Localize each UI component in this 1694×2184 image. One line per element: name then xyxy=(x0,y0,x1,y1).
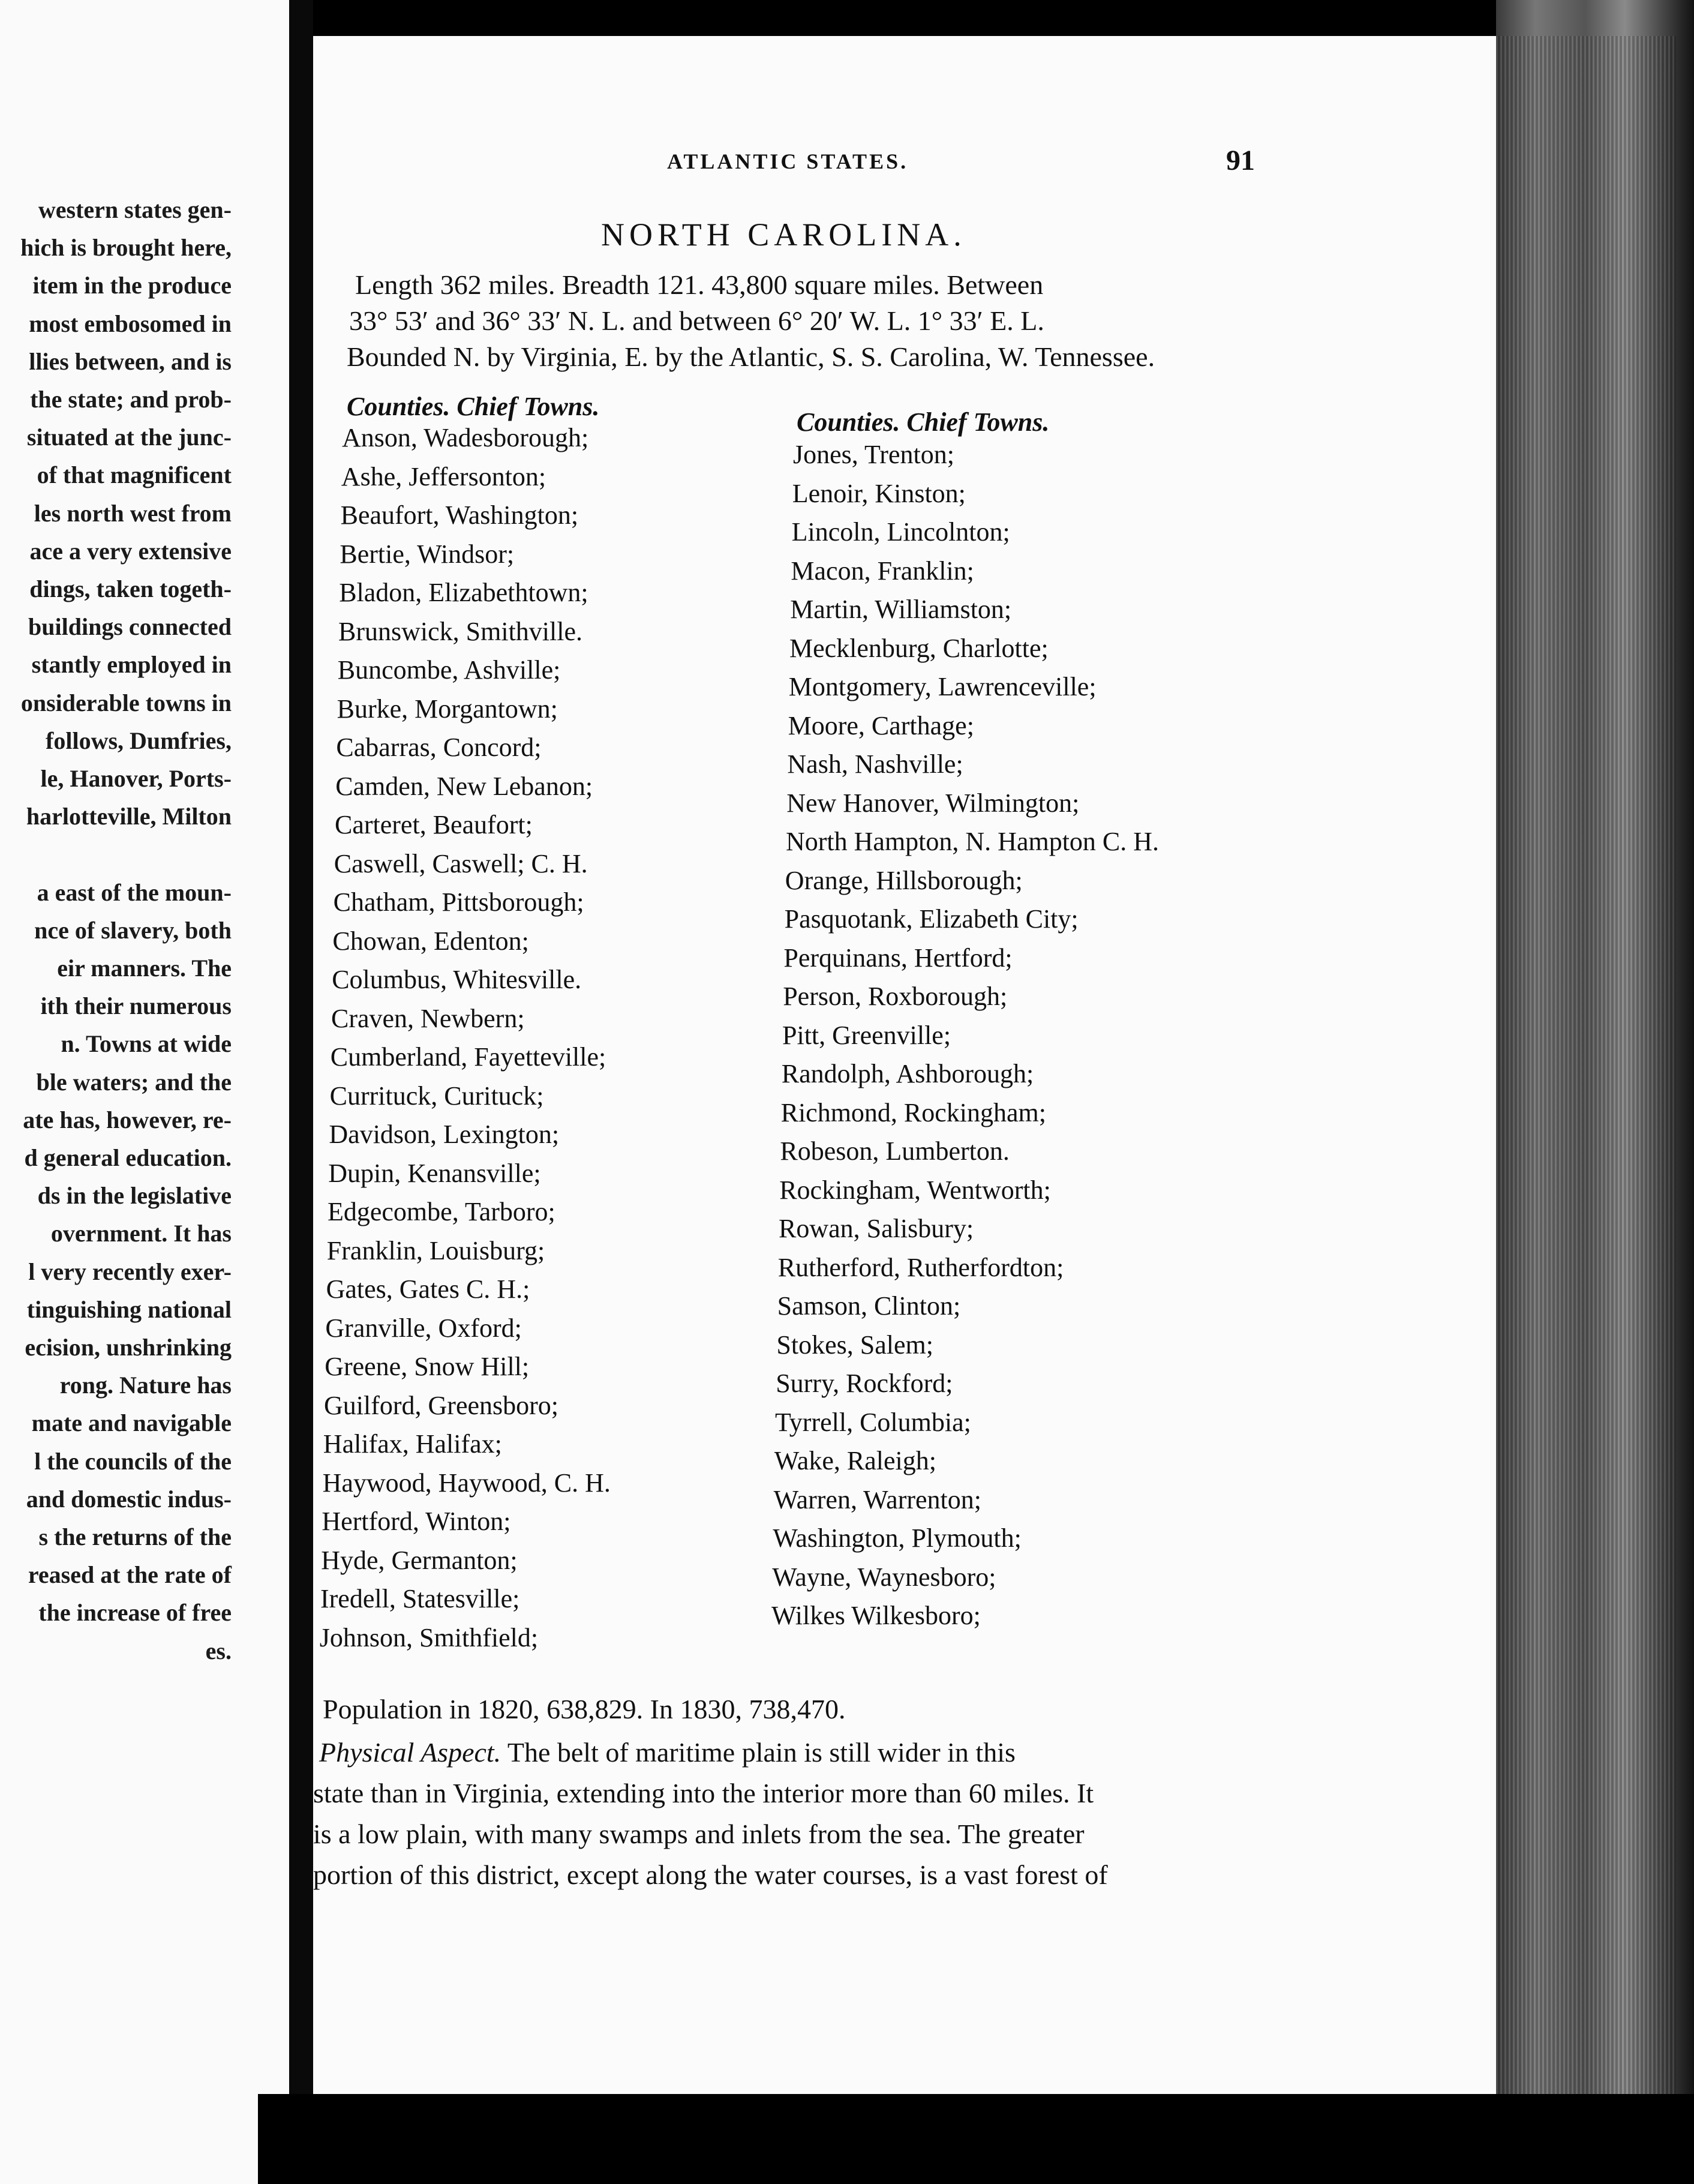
county-entry: Moore, Carthage; xyxy=(788,710,974,740)
left-page-line: overnment. It has xyxy=(50,1220,232,1247)
physical-aspect-line-1 xyxy=(319,1739,1016,1766)
county-entry: Rutherford, Rutherfordton; xyxy=(777,1252,1064,1282)
page-91 xyxy=(313,36,1496,2094)
county-entry: Rowan, Salisbury; xyxy=(779,1214,974,1243)
intro-line-1: Length 362 miles. Breadth 121. 43,800 square miles. Between xyxy=(355,269,1044,300)
physical-aspect-text: The belt of maritime plain is still wider in this xyxy=(507,1737,1016,1768)
left-page-line: situated at the junc- xyxy=(26,424,232,451)
book-gutter xyxy=(289,0,313,2184)
county-entry: Wayne, Waynesboro; xyxy=(772,1562,996,1592)
stacked-page-edges xyxy=(1496,36,1676,2094)
left-page-line: hich is brought here, xyxy=(20,234,232,262)
county-entry: Robeson, Lumberton. xyxy=(780,1136,1010,1166)
left-page-line: ith their numerous xyxy=(40,992,232,1020)
left-page-fragment xyxy=(0,0,289,2184)
county-entry: Pitt, Greenville; xyxy=(782,1020,951,1050)
county-entry: Stokes, Salem; xyxy=(776,1330,933,1360)
left-page-line: mate and navigable xyxy=(31,1409,232,1437)
county-entry: Brunswick, Smithville. xyxy=(338,616,582,646)
county-entry: Hyde, Germanton; xyxy=(321,1545,518,1575)
county-entry: Franklin, Louisburg; xyxy=(326,1235,545,1265)
intro-line-3: Bounded N. by Virginia, E. by the Atlantic, S. S. Carolina, W. Tennessee. xyxy=(347,341,1155,372)
county-entry: Martin, Williamston; xyxy=(790,595,1012,624)
left-page-line: reased at the rate of xyxy=(28,1561,232,1589)
left-page-line: of that magnificent xyxy=(37,461,232,489)
county-entry: Caswell, Caswell; C. H. xyxy=(334,848,588,878)
county-entry: Washington, Plymouth; xyxy=(773,1523,1022,1553)
county-entry: Lincoln, Lincolnton; xyxy=(791,517,1010,547)
population-line: Population in 1820, 638,829. In 1830, 738,470. xyxy=(323,1694,846,1724)
left-page-line: n. Towns at wide xyxy=(61,1030,232,1058)
county-entry: Johnson, Smithfield; xyxy=(319,1622,539,1652)
county-entry: Currituck, Curituck; xyxy=(329,1081,544,1111)
county-entry: Jones, Trenton; xyxy=(793,440,954,469)
county-entry: Columbus, Whitesville. xyxy=(332,965,582,994)
left-page-line: the increase of free xyxy=(38,1599,232,1627)
left-page-line: most embosomed in xyxy=(29,310,232,337)
physical-aspect-line-2: state than in Virginia, extending into the interior more than 60 miles. It xyxy=(313,1778,1094,1808)
county-entry: Orange, Hillsborough; xyxy=(785,865,1023,895)
county-entry: Hertford, Winton; xyxy=(322,1507,511,1536)
county-entry: Beaufort, Washington; xyxy=(340,500,579,530)
county-entry: Surry, Rockford; xyxy=(776,1369,953,1398)
left-page-line: nce of slavery, both xyxy=(34,916,232,944)
left-page-line: rong. Nature has xyxy=(59,1372,232,1399)
county-entry: North Hampton, N. Hampton C. H. xyxy=(786,827,1160,856)
county-entry: Anson, Wadesborough; xyxy=(342,423,589,452)
county-entry: Tyrrell, Columbia; xyxy=(775,1407,971,1437)
left-page-line: follows, Dumfries, xyxy=(46,727,232,754)
county-entry: Camden, New Lebanon; xyxy=(335,771,593,801)
county-entry: Granville, Oxford; xyxy=(325,1313,522,1343)
county-entry: Montgomery, Lawrenceville; xyxy=(788,672,1097,701)
county-entry: Halifax, Halifax; xyxy=(323,1429,502,1459)
county-entry: Pasquotank, Elizabeth City; xyxy=(784,904,1079,934)
left-page-line: llies between, and is xyxy=(29,347,232,375)
left-page-line: es. xyxy=(205,1637,232,1664)
left-page-line: ble waters; and the xyxy=(36,1068,232,1096)
left-page-line: item in the produce xyxy=(32,272,232,299)
county-entry: Chatham, Pittsborough; xyxy=(333,887,584,917)
county-entry: Cumberland, Fayetteville; xyxy=(330,1042,606,1072)
county-entry: Buncombe, Ashville; xyxy=(337,655,561,685)
county-entry: Ashe, Jeffersonton; xyxy=(341,461,546,491)
left-page-line: eir manners. The xyxy=(57,955,232,982)
column-header-left: Counties. Chief Towns. xyxy=(347,392,600,421)
left-page-line: l very recently exer- xyxy=(28,1258,232,1285)
left-page-line: buildings connected xyxy=(28,613,232,641)
physical-aspect-line-3: is a low plain, with many swamps and inlets from the sea. The greater xyxy=(313,1819,1085,1849)
county-entry: Mecklenburg, Charlotte; xyxy=(789,633,1049,663)
column-header-right: Counties. Chief Towns. xyxy=(797,407,1050,437)
intro-line-2: 33° 53′ and 36° 33′ N. L. and between 6° 20′ W. L. 1° 33′ E. L. xyxy=(349,305,1044,336)
left-page-line: les north west from xyxy=(34,499,232,527)
county-entry: Carteret, Beaufort; xyxy=(335,810,533,839)
left-page-line: ecision, unshrinking xyxy=(25,1334,232,1361)
left-page-line: d general education. xyxy=(24,1144,232,1171)
county-entry: Cabarras, Concord; xyxy=(336,733,542,762)
county-entry: Richmond, Rockingham; xyxy=(780,1097,1046,1127)
county-entry: Iredell, Statesville; xyxy=(320,1584,520,1613)
county-entry: Gates, Gates C. H.; xyxy=(326,1274,530,1304)
county-entry: Bladon, Elizabethtown; xyxy=(339,578,588,607)
left-page-line: tinguishing national xyxy=(26,1295,232,1323)
running-head: ATLANTIC STATES. xyxy=(667,149,909,173)
county-entry: Warren, Warrenton; xyxy=(773,1484,981,1514)
left-page-line: a east of the moun- xyxy=(37,878,232,906)
scan-bottom-border xyxy=(258,2094,1694,2184)
county-entry: Perquinans, Hertford; xyxy=(783,943,1013,973)
physical-aspect-label: Physical Aspect. xyxy=(319,1737,501,1768)
county-entry: Rockingham, Wentworth; xyxy=(779,1175,1051,1205)
county-entry: Nash, Nashville; xyxy=(787,749,963,779)
county-entry: Dupin, Kenansville; xyxy=(328,1158,541,1188)
county-entry: Edgecombe, Tarboro; xyxy=(328,1197,555,1226)
left-page-line: stantly employed in xyxy=(31,651,232,679)
section-title: NORTH CAROLINA. xyxy=(601,217,966,253)
left-page-line: ate has, however, re- xyxy=(23,1106,232,1133)
county-entry: Greene, Snow Hill; xyxy=(325,1352,530,1381)
county-entry: Samson, Clinton; xyxy=(777,1291,961,1321)
left-page-line: s the returns of the xyxy=(38,1523,232,1550)
county-entry: Wake, Raleigh; xyxy=(774,1446,936,1475)
left-page-line: and domestic indus- xyxy=(26,1485,232,1513)
county-entry: Lenoir, Kinston; xyxy=(792,478,966,508)
county-entry: Davidson, Lexington; xyxy=(329,1120,560,1149)
left-page-line: ace a very extensive xyxy=(29,537,232,565)
county-entry: Randolph, Ashborough; xyxy=(781,1059,1034,1088)
county-entry: Chowan, Edenton; xyxy=(332,926,529,956)
left-page-line: harlotteville, Milton xyxy=(26,803,232,830)
left-page-line: western states gen- xyxy=(38,196,232,223)
left-page-line: le, Hanover, Ports- xyxy=(40,765,232,792)
county-entry: Bertie, Windsor; xyxy=(340,539,515,569)
county-entry: Haywood, Haywood, C. H. xyxy=(322,1468,611,1498)
county-entry: Craven, Newbern; xyxy=(331,1003,525,1033)
left-page-line: ds in the legislative xyxy=(37,1182,232,1210)
county-entry: Burke, Morgantown; xyxy=(337,694,558,724)
left-page-line: the state; and prob- xyxy=(30,386,232,413)
county-entry: New Hanover, Wilmington; xyxy=(786,788,1080,818)
left-page-line: dings, taken togeth- xyxy=(29,575,232,602)
left-page-line: onsiderable towns in xyxy=(20,689,232,716)
county-entry: Macon, Franklin; xyxy=(791,556,974,586)
physical-aspect-line-4: portion of this district, except along the water courses, is a vast forest of xyxy=(313,1859,1108,1890)
page-number: 91 xyxy=(1226,145,1255,176)
county-entry: Wilkes Wilkesboro; xyxy=(771,1601,981,1630)
county-entry: Person, Roxborough; xyxy=(783,982,1008,1011)
county-entry: Guilford, Greensboro; xyxy=(324,1390,559,1420)
left-page-line: l the councils of the xyxy=(34,1447,232,1475)
